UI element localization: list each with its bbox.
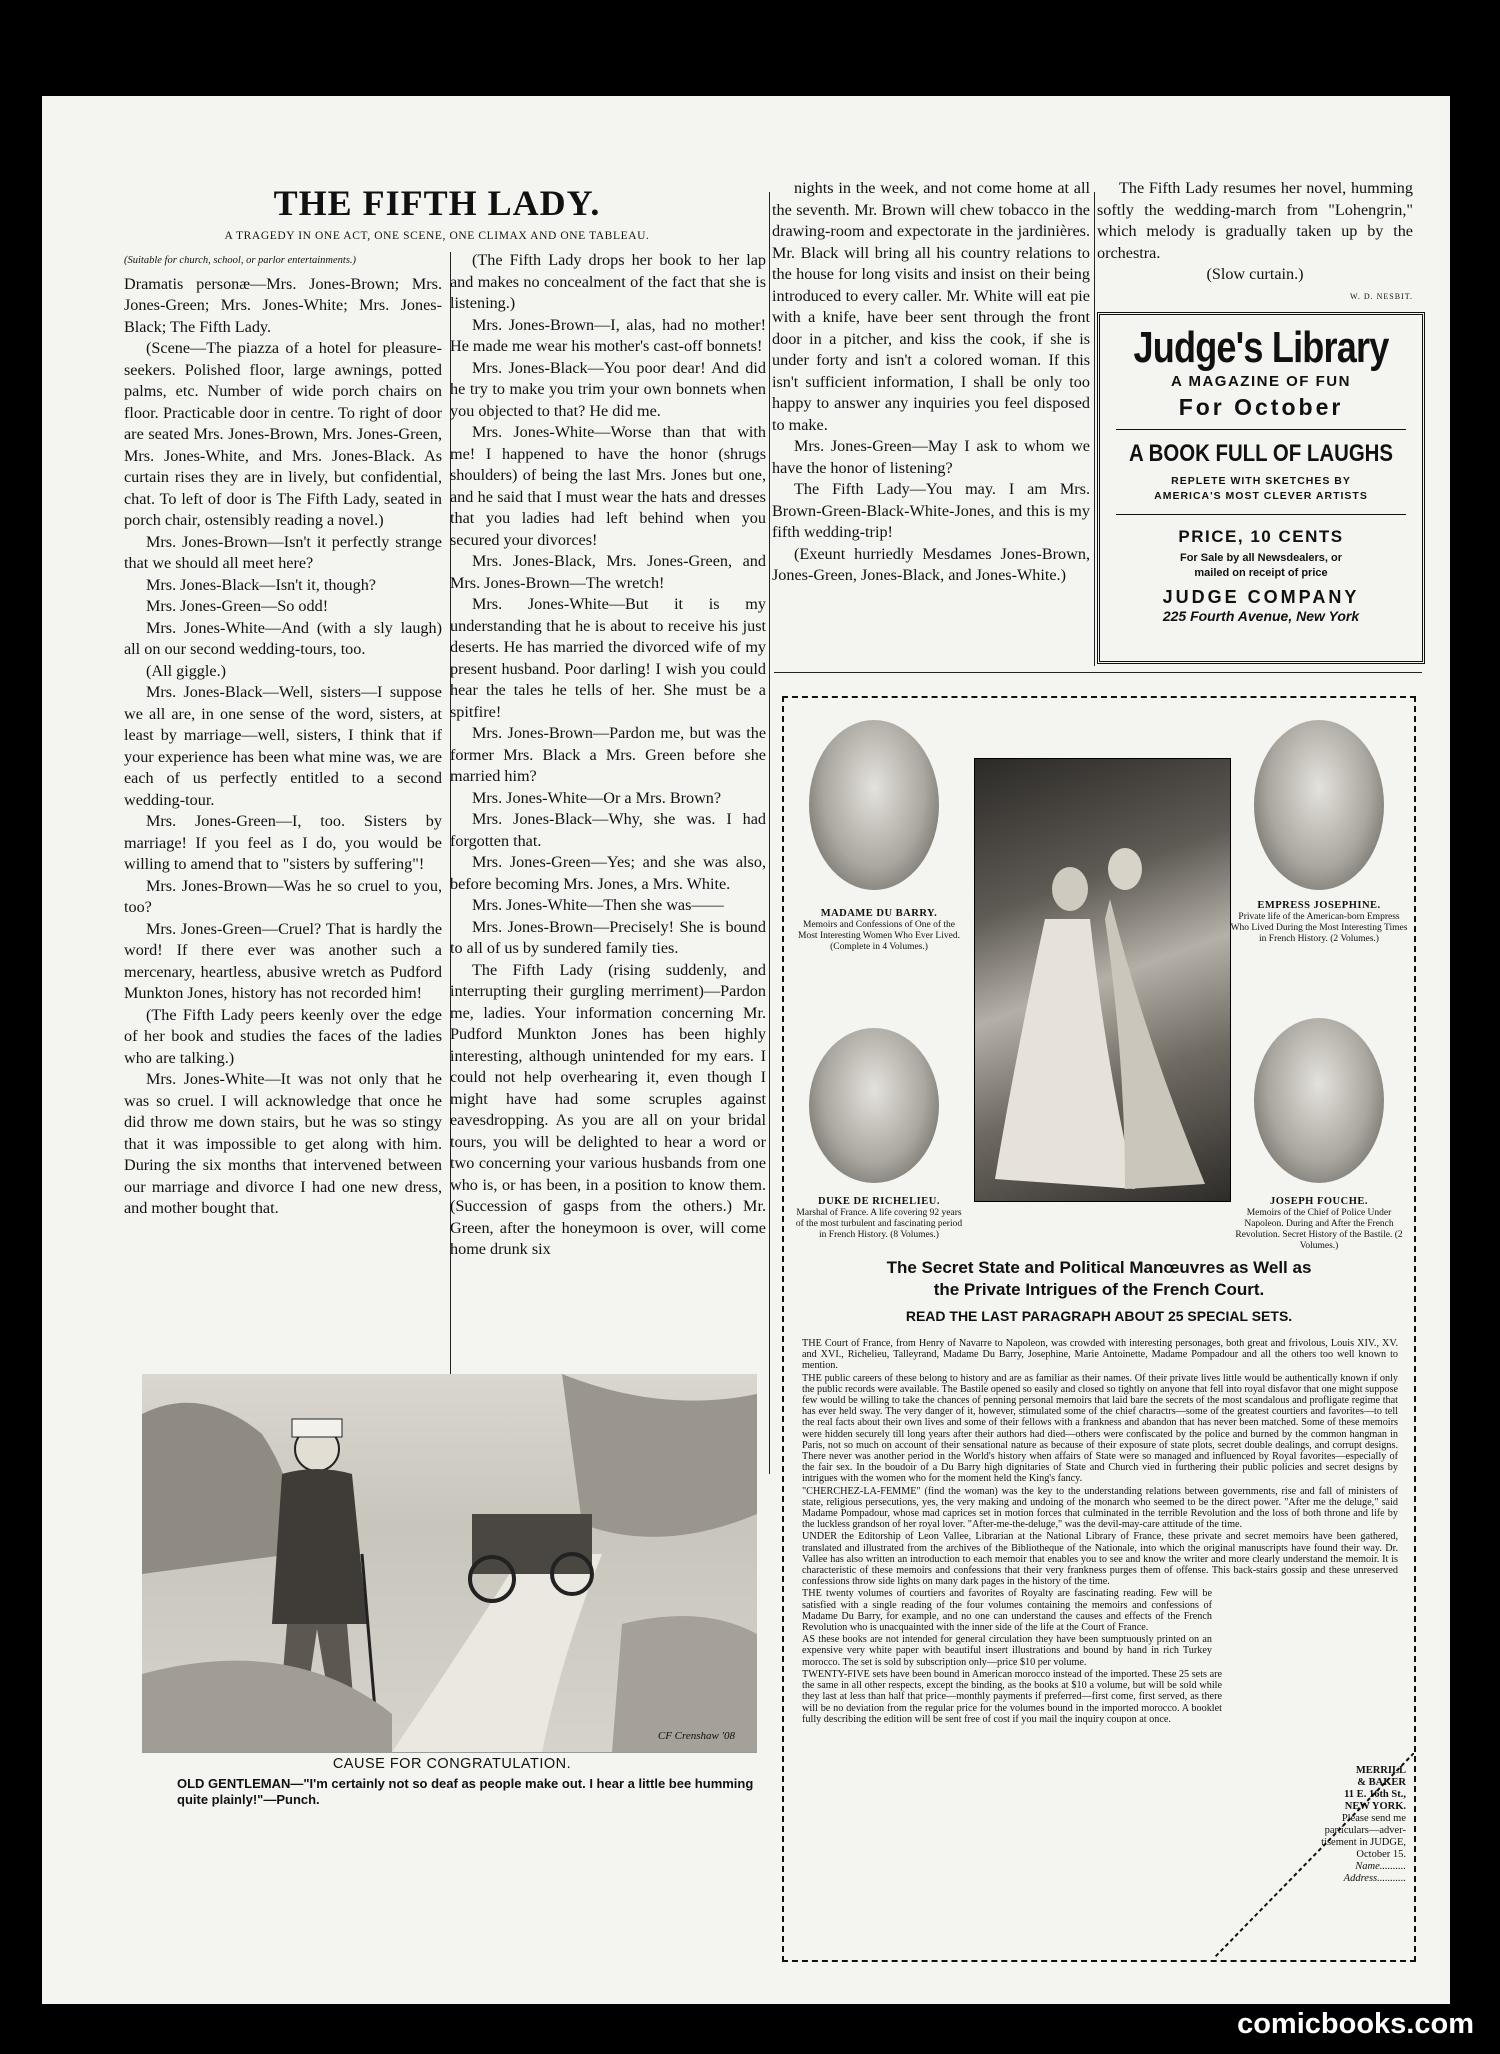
caption-du-barry-desc: Memoirs and Confessions of One of the Most Interesting Women Who Ever Lived. (Complete in 4 Volumes.): [798, 920, 960, 952]
caption-josephine: [1229, 900, 1409, 945]
coupon-line-4: NEW YORK.: [1344, 1801, 1406, 1812]
ad-headline-1: The Secret State and Political Manœuvres as Well as: [886, 1258, 1312, 1277]
ad-divider: [1116, 429, 1406, 430]
ad-company: JUDGE COMPANY: [1162, 587, 1360, 607]
col1-para-3: Mrs. Jones-Brown—Isn't it perfectly strange that we should all meet here?: [124, 532, 442, 572]
ad-address: 225 Fourth Avenue, New York: [1162, 608, 1360, 624]
watermark: comicbooks.com: [1237, 2008, 1474, 2040]
ad-headline-3: READ THE LAST PARAGRAPH ABOUT 25 SPECIAL SETS.: [905, 1308, 1293, 1324]
cartoon-caption: OLD GENTLEMAN—"I'm certainly not so deaf as people make out. I hear a little bee humming quite plainly!"—Punch.: [177, 1776, 754, 1807]
caption-josephine-desc: Private life of the American-born Empress Who Lived During the Most Interesting Times in French History. (2 Volumes.): [1230, 912, 1408, 944]
col2-paragraphs: [450, 250, 766, 1261]
cartoon-title: CAUSE FOR CONGRATULATION.: [332, 1756, 572, 1772]
col1-para-13: Mrs. Jones-White—It was not only that he was so cruel. I will acknowledge that once he did throw me down stairs, but he was so stingy that it was impossible to get along with him. During the six months that intervened between our marriage and divorce I had one new dress, and mother bought that.: [124, 1070, 442, 1217]
coupon-line-5: Please send me: [1341, 1813, 1406, 1824]
col1-para-7: (All giggle.): [146, 661, 227, 680]
ad-para-7: TWENTY-FIVE sets have been bound in American morocco instead of the imported. These 25 sets are the same in all other respects, except the binding, as the books at $10 a volume, but will be sold while they last at less than half that price—monthly payments if preferred—first come, first served, as there will be no deviation from the regular price for the volumes bound in the imported morocco. A booklet fully describing the edition will be sent free of cost if you mail the inquiry coupon at once.: [802, 1668, 1222, 1725]
col1-para-10: Mrs. Jones-Brown—Was he so cruel to you, too?: [124, 876, 442, 916]
caption-fouche-desc: Memoirs of the Chief of Police Under Napoleon. During and After the French Revolution. Secret History of the Bastile. (2 Volumes.): [1235, 1208, 1403, 1251]
ad-para-2: THE public careers of these belong to history and are as familiar as their names. Of their private lives little would be authentically known if only the public records were available. The Bastile opened so easily and closed so tightly on anyone that fell into royal disfavor that one might suppose few would be willing to take the chances of penning personal memoirs that laid bare the secrets of the most scandalous and profligate regime that has ever held sway. The very danger of it, however, stimulated some of the chief charactrs—some of the greatest courtiers and favorites—to tell the real facts about their own lives and some of their fellows with a frankness and abandon that has never been matched. Some of these memoirs were hidden securely till long years after their authors had died—others were confiscated by the police and burned by the common hangman in Paris, not so much on account of their sensational nature as because of their exposure of state plots, secret double dealings, and corrupt designs. There never was another period in the World's history when affairs of State were so managed and influenced by Royal favorites—especially of the fair sex. In the boudoir of a Du Barry high dignitaries of State and Church vied in furthering their public policies and secret designs by intrigues with the women who for the moment held the King's fancy.: [802, 1372, 1398, 1485]
coupon-line-3: 11 E. 16th St.,: [1344, 1789, 1406, 1800]
col2-para-3: Mrs. Jones-Black—You poor dear! And did he try to make you trim your own bonnets when you objected to that? He did me.: [450, 358, 766, 420]
ad-para-5: THE twenty volumes of courtiers and favorites of Royalty are fascinating reading. Few will be satisfied with a single reading of the four volumes containing the memoirs and confessions of Madame Du Barry, for example, and no one can understand the causes and effects of the French Revolution who is unacquainted with the inner side of the life at the Court of France.: [802, 1588, 1212, 1634]
col1-para-1: Dramatis personæ—Mrs. Jones-Brown; Mrs. Jones-Green; Mrs. Jones-White; Mrs. Jones-Black; The Fifth Lady.: [124, 274, 442, 336]
caption-richelieu-name: DUKE DE RICHELIEU.: [818, 1196, 940, 1207]
judges-library-ad: [1097, 312, 1425, 664]
french-court-ad: [782, 696, 1416, 1962]
inquiry-coupon[interactable]: [1214, 1753, 1414, 1958]
col2-para-8: Mrs. Jones-White—Or a Mrs. Brown?: [472, 788, 722, 807]
col1-para-2: (Scene—The piazza of a hotel for pleasure-seekers. Polished floor, large awnings, potted palms, etc. Number of wide porch chairs on floor. Practicable door in centre. To right of door are seated Mrs. Jones-Brown, Mrs. Jones-Green, Mrs. Jones-White, and Mrs. Jones-Black. As curtain rises they are in lively, but confidential, chat. To left of door is The Fifth Lady, seated in porch chair, ostensibly reading a novel.): [124, 339, 442, 529]
caption-richelieu-desc: Marshal of France. A life covering 92 years of the most turbulent and fascinating period in French History. (8 Volumes.): [795, 1208, 963, 1240]
caption-du-barry: [794, 908, 964, 953]
ad-month: For October: [1178, 394, 1344, 420]
horizontal-rule: [774, 672, 1422, 673]
col2-para-7: Mrs. Jones-Brown—Pardon me, but was the former Mrs. Black a Mrs. Green before she married him?: [450, 724, 766, 785]
col3-paragraphs: [772, 178, 1090, 587]
article-subtitle: A TRAGEDY IN ONE ACT, ONE SCENE, ONE CLIMAX AND ONE TABLEAU.: [224, 230, 650, 242]
ad-divider-2: [1116, 514, 1406, 515]
col1-para-11: Mrs. Jones-Green—Cruel? That is hardly the word! If there ever was another such a mercenary, heartless, abusive wretch as Pudford Munkton Jones, history has not recorded him!: [124, 919, 442, 1002]
col2-para-6: Mrs. Jones-White—But it is my understanding that he is about to receive his just deserts. He has married the divorced wife of my present husband. Poor darling! I wish you could hear the tales he tells of her. She must be a spitfire!: [450, 595, 766, 721]
caption-fouche: [1229, 1196, 1409, 1252]
coupon-line-7: tisement in JUDGE,: [1321, 1837, 1406, 1848]
col2-para-13: The Fifth Lady (rising suddenly, and interrupting their gurgling merriment)—Pardon me, ladies. Your information concerning Mr. Pudford Munkton Jones has been highly interesting, although unintended for my ears. I could not help overhearing it, even though I might have had some scruples against eavesdropping. As you are all on your bridal tours, you will be delighted to hear a word or two concerning your various husbands from one who is, or has been, in a position to know them. (Succession of gasps from the others.) Mr. Green, after the honeymoon is over, will come home drunk six: [450, 960, 766, 1258]
cartoon-signature: CF Crenshaw '08: [657, 1730, 735, 1742]
magazine-page: [42, 96, 1450, 2004]
col1-para-6: Mrs. Jones-White—And (with a sly laugh) all on our second wedding-tours, too.: [124, 618, 442, 658]
ad-headline-2: the Private Intrigues of the French Court.: [933, 1280, 1265, 1299]
coupon-line-6: particulars—adver-: [1324, 1825, 1406, 1836]
article-column-3: [772, 178, 1090, 587]
col3-para-4: (Exeunt hurriedly Mesdames Jones-Brown, Jones-Green, Jones-Black, and Jones-White.): [772, 544, 1090, 584]
court-illustration: [974, 758, 1231, 1202]
cartoon-drawing: [142, 1374, 757, 1752]
col1-para-4: Mrs. Jones-Black—Isn't it, though?: [146, 575, 376, 594]
col2-para-1: (The Fifth Lady drops her book to her lap and makes no concealment of the fact that she is listening.): [450, 251, 766, 312]
caption-fouche-name: JOSEPH FOUCHE.: [1269, 1196, 1368, 1207]
col1-paragraphs: [124, 274, 442, 1220]
col1-para-9: Mrs. Jones-Green—I, too. Sisters by marriage! If you feel as I do, you would be willing to amend that to "sisters by suffering"!: [124, 812, 442, 873]
ad-para-6: AS these books are not intended for general circulation they have been sumptuously printed on an expensive very white paper with beautiful insert illustrations and bound by hand in rich Turkey morocco. The set is sold by subscription only—price $10 per volume.: [802, 1634, 1212, 1668]
article-column-1: [124, 250, 442, 1220]
ad-replete: REPLETE WITH SKETCHES BY: [1171, 475, 1351, 487]
ad-laughs: A BOOK FULL OF LAUGHS: [1128, 440, 1394, 467]
coupon-line-8: October 15.: [1356, 1849, 1406, 1860]
article-column-2: [450, 250, 766, 1261]
ad-para-4: UNDER the Editorship of Leon Vallee, Librarian at the National Library of France, these private and secret memoirs have been gathered, translated and illustrated from the archives of the Bibliotheque of the Nationale, into which the original manuscripts have found their way. Dr. Vallee has also written an introduction to each memoir that enables you to see and know the writer and more clearly understand the memoir. It is characteristic of these memoirs and confessions that their very frankness purges them of offense. This back-stairs gossip and these unreserved confessions throw side lights on many dark pages in the history of the time.: [802, 1531, 1398, 1588]
author: W. D. NESBIT.: [1350, 291, 1413, 301]
col3-para-1: nights in the week, and not come home at all the seventh. Mr. Brown will chew tobacco in the drawing-room and expectorate in the jardinières. Mr. Black will bring all his country relations to the house for long visits and insist on their being introduced to every caller. Mr. White will eat pie with a knife, have beer sent through the front door in a pitcher, and kiss the cook, if she is under forty and isn't a colored woman. If this isn't sufficient information, I shall be only too happy to answer any inquiries you feel disposed to make.: [772, 179, 1090, 434]
suitable-note: (Suitable for church, school, or parlor entertainments.): [124, 255, 357, 266]
caption-richelieu: [794, 1196, 964, 1241]
slow-curtain: (Slow curtain.): [1206, 265, 1304, 283]
col3-para-2: Mrs. Jones-Green—May I ask to whom we have the honor of listening?: [772, 437, 1090, 477]
portrait-richelieu: [809, 1028, 939, 1183]
col4-para-1: The Fifth Lady resumes her novel, humming softly the wedding-march from "Lohengrin," which melody is gradually taken up by the orchestra.: [1097, 179, 1413, 262]
ad-body: [802, 1338, 1398, 1726]
court-figures: [975, 759, 1230, 1201]
ad-para-3: "CHERCHEZ-LA-FEMME" (find the woman) was the key to the understanding relations between governments, rise and fall of ministers of state, religious persecutions, yes, the very making and undoing of the monarch who seemed to be the direct power. "After me the deluge," said Madame Pompadour, whose mad caprices set in motion forces that culminated in the terrible Revolution and the loss of both throne and life by the luckless grandson of her royal lover. "After-me-the-deluge," was the devil-may-care attitude of the time.: [802, 1485, 1398, 1531]
col2-para-4: Mrs. Jones-White—Worse than that with me! I happened to have the honor (shrugs shoulders) of being the last Mrs. Jones but one, and he said that I must wear the hats and dresses that you ladies had left behind when you secured your divorces!: [450, 423, 766, 549]
col2-para-12: Mrs. Jones-Brown—Precisely! She is bound to all of us by sundered family ties.: [450, 917, 766, 957]
caption-du-barry-name: MADAME DU BARRY.: [820, 908, 938, 919]
ad-sale-2: mailed on receipt of price: [1194, 567, 1328, 579]
ad-title: Judge's Library: [1133, 323, 1389, 372]
col3-para-3: The Fifth Lady—You may. I am Mrs. Brown-Green-Black-White-Jones, and this is my fifth wedding-trip!: [772, 480, 1090, 541]
col2-para-5: Mrs. Jones-Black, Mrs. Jones-Green, and Mrs. Jones-Brown—The wretch!: [450, 552, 766, 592]
article-title: THE FIFTH LADY.: [273, 183, 601, 223]
coupon-address-field[interactable]: Address...........: [1343, 1873, 1406, 1884]
col2-para-11: Mrs. Jones-White—Then she was——: [472, 896, 724, 914]
portrait-josephine: [1254, 720, 1384, 890]
coupon-name-field[interactable]: Name..........: [1355, 1861, 1406, 1872]
coupon-line-2: & BAKER: [1357, 1777, 1406, 1788]
portrait-du-barry: [809, 720, 939, 890]
ad-para-1: THE Court of France, from Henry of Navarre to Napoleon, was crowded with interesting personages, both great and frivolous, Louis XIV., XV. and XVI., Richelieu, Talleyrand, Madame Du Barry, Josephine, Marie Antoinette, Madame Pompadour and all the others too well known to mention.: [802, 1338, 1398, 1372]
column-rule-3: [1094, 192, 1095, 666]
ad-artists: AMERICA'S MOST CLEVER ARTISTS: [1154, 490, 1368, 502]
coupon-line-1: MERRILL: [1355, 1765, 1406, 1776]
col2-para-9: Mrs. Jones-Black—Why, she was. I had forgotten that.: [450, 810, 766, 850]
cartoon-illustration: [142, 1374, 757, 1753]
caption-josephine-name: EMPRESS JOSEPHINE.: [1257, 900, 1381, 911]
col1-para-5: Mrs. Jones-Green—So odd!: [146, 597, 329, 615]
col1-para-8: Mrs. Jones-Black—Well, sisters—I suppose we all are, in one sense of the word, sisters, at least by marriage—well, sisters, I think that if your experience has been what mine was, we are each of us perfectly entitled to a second wedding-tour.: [124, 683, 442, 809]
ad-sale-1: For Sale by all Newsdealers, or: [1179, 552, 1342, 564]
col2-para-2: Mrs. Jones-Brown—I, alas, had no mother! He made me wear his mother's cast-off bonnets!: [450, 315, 766, 355]
col1-para-12: (The Fifth Lady peers keenly over the edge of her book and studies the faces of the ladies who are talking.): [124, 1005, 442, 1067]
portrait-fouche: [1254, 1018, 1384, 1183]
ad-magazine-line: A MAGAZINE OF FUN: [1171, 373, 1351, 390]
column-rule-2: [769, 192, 770, 1474]
article-column-4: [1097, 178, 1413, 307]
ad-price: PRICE, 10 CENTS: [1178, 527, 1344, 546]
col2-para-10: Mrs. Jones-Green—Yes; and she was also, before becoming Mrs. Jones, a Mrs. White.: [450, 853, 766, 893]
coupon-text: [1288, 1765, 1406, 1885]
